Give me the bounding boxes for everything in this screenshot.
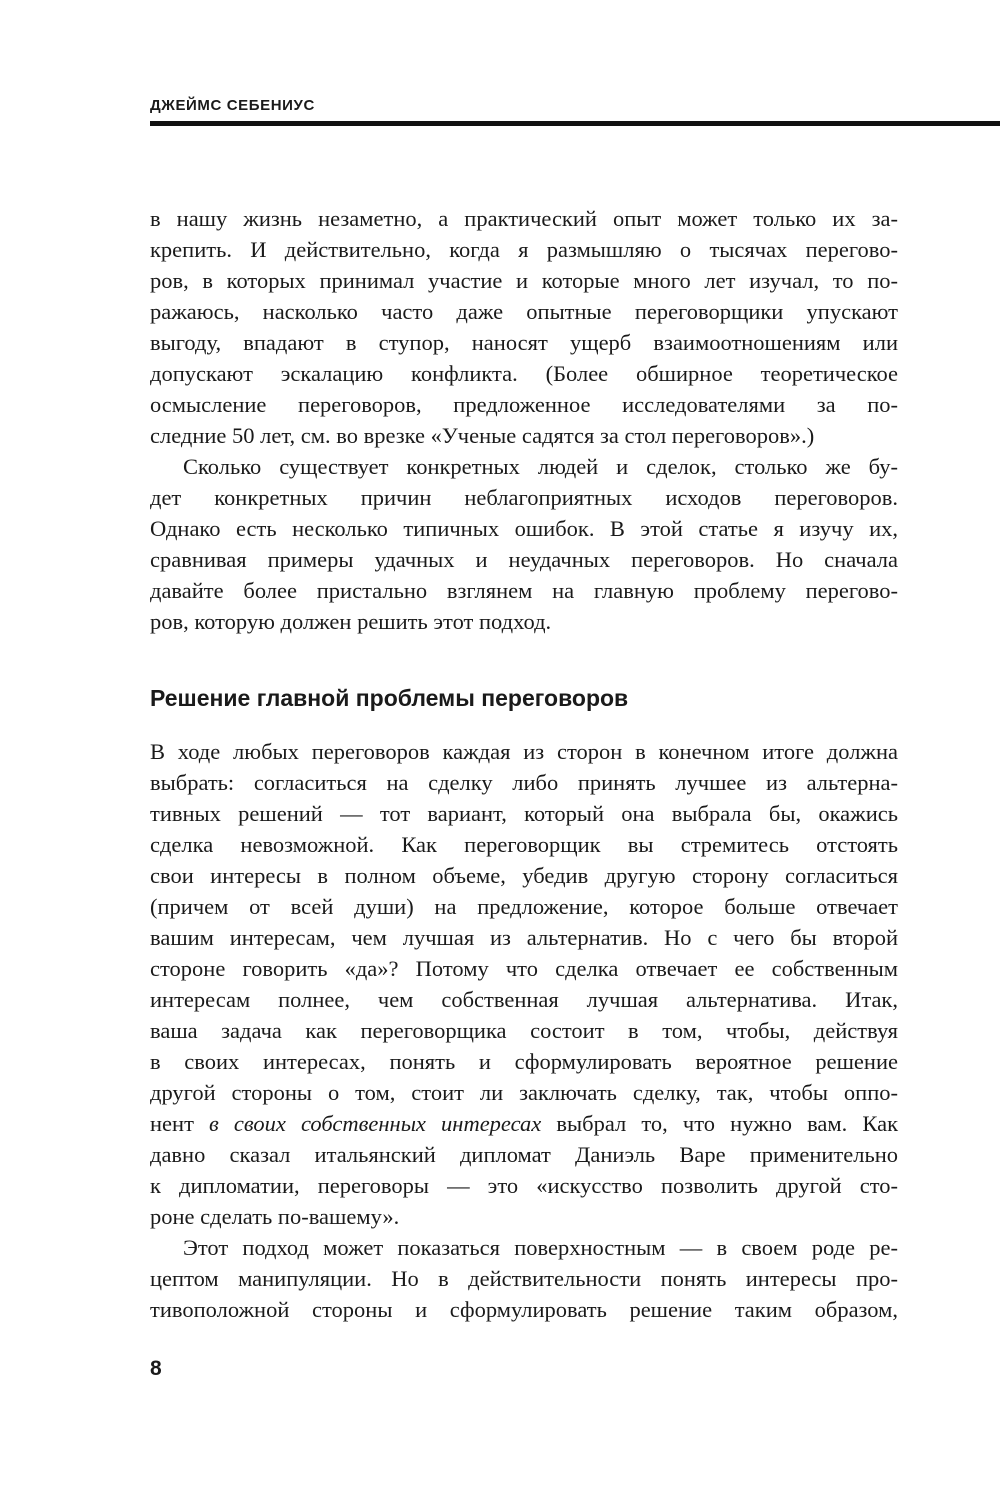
text-line: следние 50 лет, см. во врезке «Ученые садятся за стол переговоров».) — [150, 423, 815, 448]
text-line: давно сказал итальянский дипломат Даниэль Варе применительно — [150, 1142, 898, 1167]
text-line: крепить. И действительно, когда я размышляю о тысячах перегово- — [150, 237, 898, 262]
text-line: интересам полнее, чем собственная лучшая альтернатива. Итак, — [150, 987, 898, 1012]
text-line: другой стороны о том, стоит ли заключать сделку, так, чтобы оппо- — [150, 1080, 898, 1105]
text-line: тивоположной стороны и сформулировать решение таким образом, — [150, 1297, 898, 1322]
text-segment: нент — [150, 1111, 210, 1136]
text-line: в нашу жизнь незаметно, а практический опыт может только их за- — [150, 206, 898, 231]
text-segment: выбрал то, что нужно вам. Как — [541, 1111, 899, 1136]
section-heading: Решение главной проблемы переговоров — [150, 685, 629, 711]
italic-phrase: в своих собственных интересах — [209, 1111, 542, 1136]
text-line: ров, которую должен решить этот подход. — [150, 609, 552, 634]
text-line: дет конкретных причин неблагоприятных исходов переговоров. — [150, 485, 898, 510]
text-line: к дипломатии, переговоры — это «искусство позволить другой сто- — [150, 1173, 898, 1198]
text-line: свои интересы в полном объеме, убедив другую сторону согласиться — [150, 863, 898, 888]
text-line: ров, в которых принимал участие и которые много лет изучал, то по- — [150, 268, 898, 293]
text-line: ражаюсь, насколько часто даже опытные переговорщики упускают — [150, 299, 898, 324]
text-line: давайте более пристально взглянем на главную проблему перегово- — [150, 578, 898, 603]
paragraph — [150, 451, 898, 637]
text-line: Этот подход может показаться поверхностным — в своем роде ре- — [183, 1235, 898, 1260]
text-line: Однако есть несколько типичных ошибок. В этой статье я изучу их, — [150, 516, 898, 541]
text-line: допускают эскалацию конфликта. (Более обширное теоретическое — [150, 361, 898, 386]
text-line: тивных решений — тот вариант, который она выбрала бы, окажись — [150, 801, 898, 826]
paragraph — [150, 1232, 898, 1325]
text-line: вашим интересам, чем лучшая из альтернатив. Но с чего бы второй — [150, 925, 898, 950]
text-line: выгоду, впадают в ступор, наносят ущерб взаимоотношениям или — [150, 330, 898, 355]
text-line: роне сделать по-вашему». — [150, 1204, 400, 1229]
body-text — [150, 203, 898, 1325]
text-line: цептом манипуляции. Но в действительности понять интересы про- — [150, 1266, 898, 1291]
text-line: выбрать: согласиться на сделку либо принять лучшее из альтерна- — [150, 770, 898, 795]
paragraph — [150, 203, 898, 451]
text-line — [150, 1108, 898, 1139]
text-line: осмысление переговоров, предложенное исследователями за по- — [150, 392, 898, 417]
paragraph — [150, 736, 898, 1232]
text-line: ваша задача как переговорщика состоит в том, чтобы, действуя — [150, 1018, 898, 1043]
text-line: стороне говорить «да»? Потому что сделка отвечает ее собственным — [150, 956, 898, 981]
text-line: сделка невозможной. Как переговорщик вы стремитесь отстоять — [150, 832, 898, 857]
text-line: в своих интересах, понять и сформулировать вероятное решение — [150, 1049, 898, 1074]
text-line: В ходе любых переговоров каждая из сторон в конечном итоге должна — [150, 739, 898, 764]
text-line: сравнивая примеры удачных и неудачных переговоров. Но сначала — [150, 547, 898, 572]
page-number: 8 — [150, 1357, 162, 1380]
text-line: (причем от всей души) на предложение, которое больше отвечает — [150, 894, 898, 919]
text-line: Сколько существует конкретных людей и сделок, столько же бу- — [183, 454, 898, 479]
running-head: ДЖЕЙМС СЕБЕНИУС — [150, 97, 315, 114]
header-rule — [150, 121, 1000, 126]
